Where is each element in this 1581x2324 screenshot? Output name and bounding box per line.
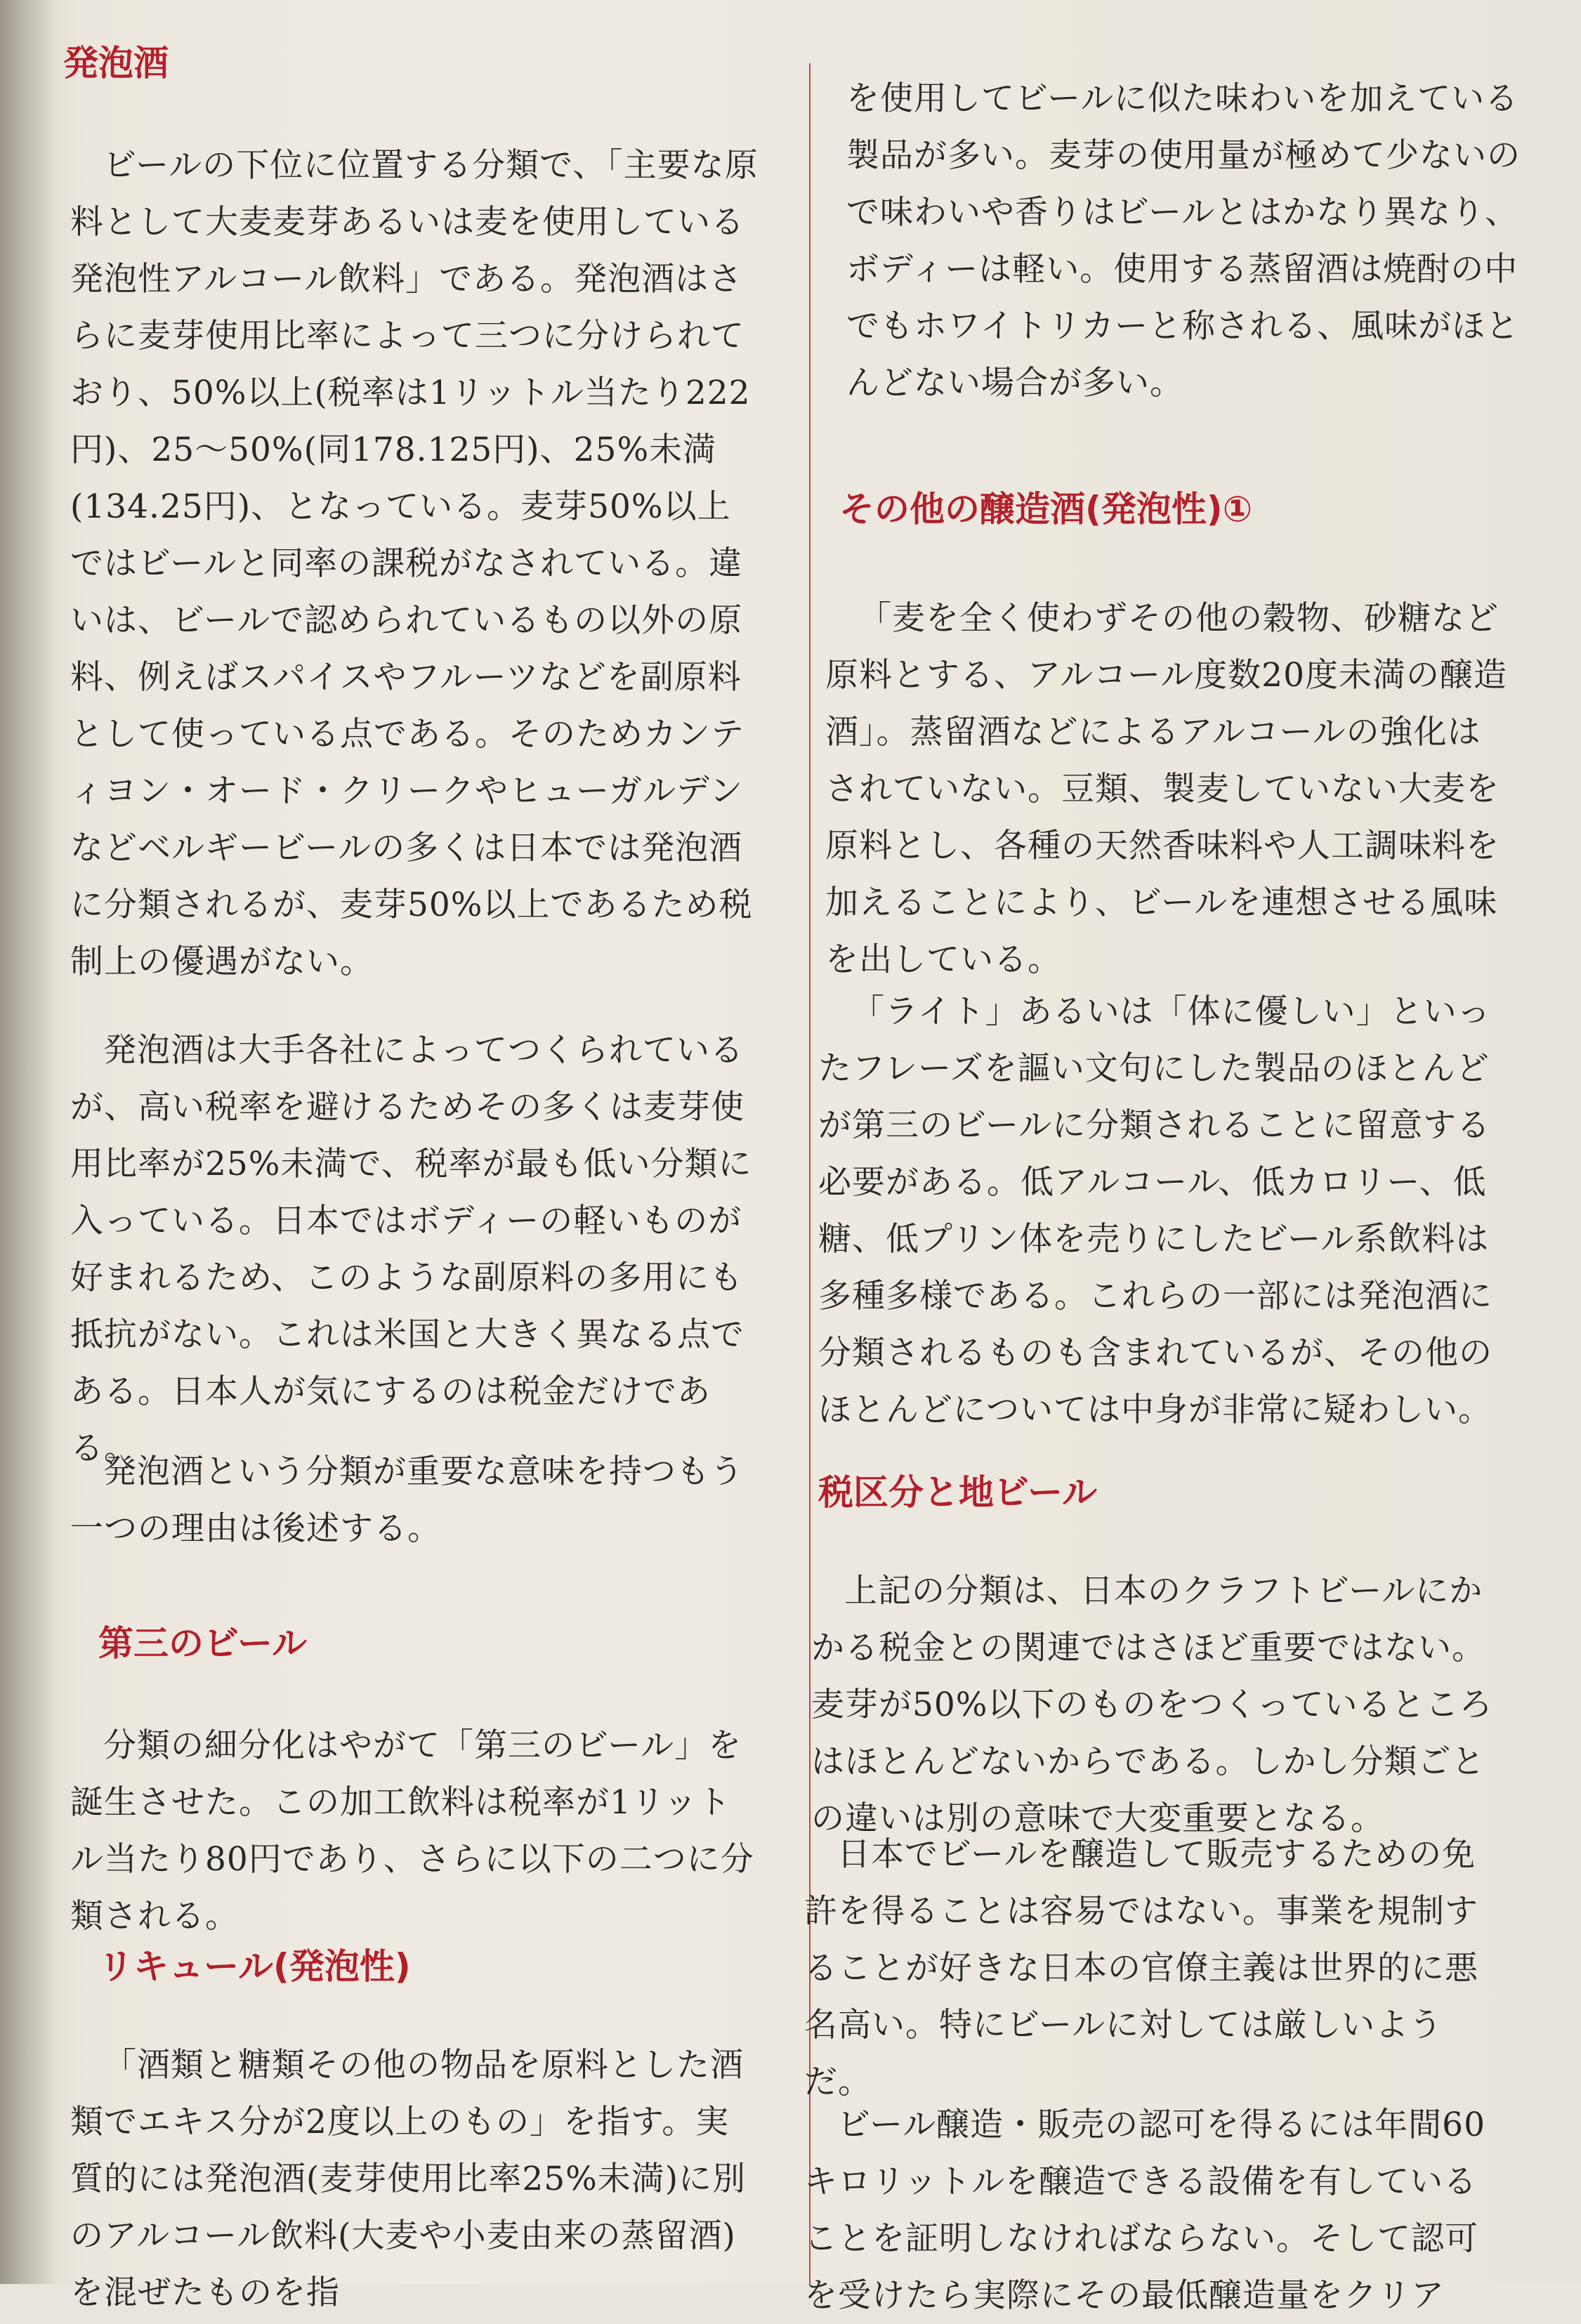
paragraph: 「麦を全く使わずその他の穀物、砂糖など原料とする、アルコール度数20度未満の醸造酒」。蒸留酒などによるアルコールの強化はされていない。豆類、製麦していない大麦を原料とし、各種の天然香味料や人工調味料を加えることにより、ビールを連想させる風味を出している。 xyxy=(825,599,1507,979)
heading-happoshu: 発泡酒 xyxy=(63,43,169,84)
facing-page-edge xyxy=(0,773,42,2037)
paragraph: 「酒類と糖類その他の物品を原料とした酒類でエキス分が2度以上のもの」を指す。実質的には発泡酒(麦芽使用比率25%未満)に別のアルコール飲料(大麦や小麦由来の蒸留酒)を混ぜたものを指 xyxy=(70,2046,747,2312)
paragraph: 分類の細分化はやがて「第三のビール」を誕生させた。この加工飲料は税率が1リットル当たり80円であり、さらに以下の二つに分類される。 xyxy=(70,1726,754,1936)
paragraph: 発泡酒は大手各社によってつくられているが、高い税率を避けるためその多くは麦芽使用比率が25%未満で、税率が最も低い分類に入っている。日本ではボディーの軽いものが好まれるため、このような副原料の多用にも抵抗がない。これは米国と大きく異なる点である。日本人が気にするのは税金だけである。 xyxy=(70,1031,752,1468)
paragraph: ビール醸造・販売の認可を得るには年間60キロリットルを醸造できる設備を有していることを証明しなければならない。そして認可を受けたら実際にその最低醸造量をクリア xyxy=(804,2106,1485,2315)
bleed-through-text xyxy=(492,32,739,77)
paragraph: 日本でビールを醸造して販売するための免許を得ることは容易ではない。事業を規制することが好きな日本の官僚主義は世界的に悪名高い。特にビールに対しては厳しいようだ。 xyxy=(804,1835,1478,2101)
paragraph: 発泡酒という分類が重要な意味を持つもう一つの理由は後述する。 xyxy=(70,1452,744,1548)
paragraph: ビールの下位に位置する分類で、「主要な原料として大麦麦芽あるいは麦を使用している発泡性アルコール飲料」である。発泡酒はさらに麦芽使用比率によって三つに分けられており、50%以上(税率は1リットル当たり222円)、25〜50%(同178.125円)、25%未満(134.25円)、となっている。麦芽50%以上ではビールと同率の課税がなされている。違いは、ビールで認められているもの以外の原料、例えばスパイスやフルーツなどを副原料として使っている点である。そのためカンティヨン・オード・クリークやヒューガルデンなどベルギービールの多くは日本では発泡酒に分類されるが、麦芽50%以上であるため税制上の優遇がない。 xyxy=(70,146,759,981)
heading-other-brewed: その他の醸造酒(発泡性)① xyxy=(839,489,1253,530)
heading-third-beer: 第三のビール xyxy=(98,1623,307,1664)
paragraph: を使用してビールに似た味わいを加えている製品が多い。麦芽の使用量が極めて少ないので味わいや香りはビールとはかなり異なり、ボディーは軽い。使用する蒸留酒は焼酎の中でもホワイトリカーと称される、風味がほとんどない場合が多い。 xyxy=(846,79,1521,402)
paragraph: 「ライト」あるいは「体に優しい」といったフレーズを謳い文句にした製品のほとんどが第三のビールに分類されることに留意する必要がある。低アルコール、低カロリー、低糖、低プリン体を売りにしたビール系飲料は多種多様である。これらの一部には発泡酒に分類されるものも含まれているが、その他のほとんどについては中身が非常に疑わしい。 xyxy=(818,992,1493,1429)
heading-tax-and-craft: 税区分と地ビール xyxy=(818,1472,1097,1513)
paragraph: 上記の分類は、日本のクラフトビールにかかる税金との関連ではさほど重要ではない。麦芽が50%以下のものをつくっているところはほとんどないからである。しかし分類ごとの違いは別の意味で大変重要となる。 xyxy=(811,1572,1493,1838)
heading-liqueur: リキュール(発泡性) xyxy=(98,1946,411,1987)
